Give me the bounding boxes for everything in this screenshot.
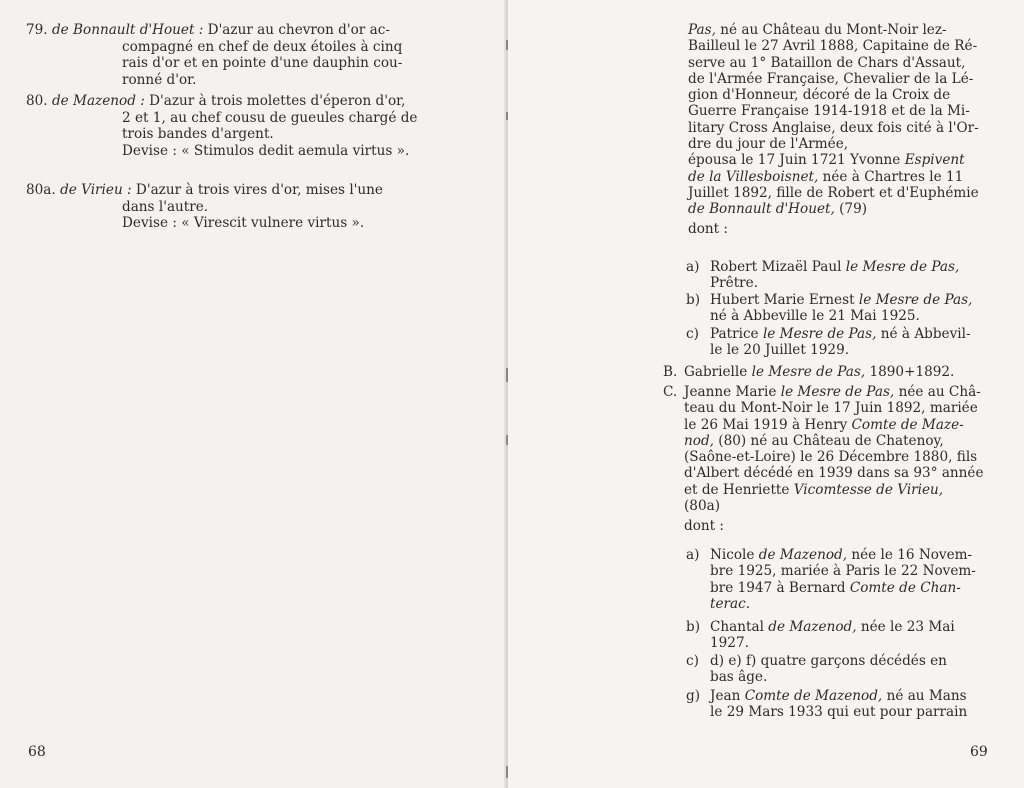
child-entry-a: a) Robert Mizaël Paul le Mesre de Pas, Prêtre. (686, 259, 960, 292)
blazon-line: rais d'or et en pointe d'une dauphin cou- (122, 55, 403, 71)
right-page (508, 0, 1024, 788)
page-number-left: 68 (28, 744, 46, 760)
sibling-label: C. (663, 384, 678, 400)
blazon-text: D'azur à trois vires d'or, mises l'une (131, 182, 383, 198)
child-entry-c: c) Patrice le Mesre de Pas, né à Abbevil- le le 20 Juillet 1929. (686, 326, 971, 359)
armorial-entry-79 (26, 22, 438, 88)
devise: Devise : « Stimulos dedit aemula virtus ». (122, 142, 410, 159)
blazon-text: D'azur au chevron d'or ac- (203, 22, 390, 38)
child-label: b) (686, 292, 701, 308)
child-entry-sons: c) d) e) f) quatre garçons décédés en bas âge. (686, 653, 947, 686)
entry-number: 79. (26, 22, 48, 38)
blazon-line: ronné d'or. (122, 71, 197, 88)
armorial-entry-80a (26, 182, 438, 232)
child-entry-jean: g) Jean Comte de Mazenod, né au Mans le 29 Mars 1933 qui eut pour parrain (686, 688, 968, 721)
devise: Devise : « Virescit vulnere virtus ». (122, 215, 365, 231)
family-name: de Bonnault d'Houet : (51, 22, 204, 38)
blazon-line: 2 et 1, au chef cousu de gueules chargé de (122, 109, 418, 126)
child-label: a) (686, 259, 700, 275)
child-entry-b: b) Hubert Marie Ernest le Mesre de Pas, né à Abbeville le 21 Mai 1925. (686, 292, 973, 325)
sibling-entry-b: B. Gabrielle le Mesre de Pas, 1890+1892. (663, 364, 955, 380)
blazon-text: D'azur à trois molettes d'éperon d'or, (144, 93, 406, 109)
child-entry-chantal: b) Chantal de Mazenod, née le 23 Mai 1927. (686, 619, 955, 652)
entry-number: 80. (26, 93, 48, 109)
page-number-right: 69 (970, 744, 988, 760)
child-label: b) (686, 619, 701, 635)
child-label: g) (686, 688, 701, 704)
child-entry-nicole: a) Nicole de Mazenod, née le 16 Novem- bre 1925, mariée à Paris le 22 Novem- bre 1947 à Bernard Comte de Chan- terac. (686, 547, 976, 612)
genealogy-intro: Pas, né au Château du Mont-Noir lez- Bailleul le 27 Avril 1888, Capitaine de Ré- serve au 1° Bataillon de Chars d'Assaut, de l'Armée Française, Chevalier de la Lé- gion d'Honneur, décoré de la Croix de Guerre Française 1914-1918 et de la Mi- litary Cross Anglaise, deux fois cité à l'Or- dre du jour de l'Armée, épousa le 17 Juin 1721 Yvonne Espivent de la Villesboisnet, née à Chartres le 11 Juillet 1892, fille de Robert et d'Euphémie de Bonnault d'Houet, (79) dont : (688, 22, 988, 237)
sibling-entry-c: C. Jeanne Marie le Mesre de Pas, née au Châ- teau du Mont-Noir le 17 Juin 1892, mariée le 26 Mai 1919 à Henry Comte de Maze- nod, (80) né au Château de Chatenoy, (Saône-et-Loire) le 26 Décembre 1880, fils d'Albert décédé en 1939 dans sa 93° année et de Henriette Vicomtesse de Virieu, (80a) dont : (663, 384, 984, 535)
child-label: a) (686, 547, 700, 563)
child-label: c) (686, 653, 699, 669)
dont-label: dont : (684, 518, 725, 535)
dont-label: dont : (688, 220, 729, 237)
blazon-line: compagné en chef de deux étoiles à cinq (122, 38, 403, 55)
family-name: de Mazenod : (51, 93, 145, 109)
family-name: de Virieu : (60, 182, 132, 198)
blazon-line: dans l'autre. (122, 198, 209, 215)
armorial-entry-80 (26, 93, 438, 159)
blazon-line: trois bandes d'argent. (122, 126, 274, 142)
sibling-label: B. (663, 364, 678, 380)
left-page (0, 0, 505, 788)
child-label: c) (686, 326, 699, 342)
entry-number: 80a. (26, 182, 56, 198)
